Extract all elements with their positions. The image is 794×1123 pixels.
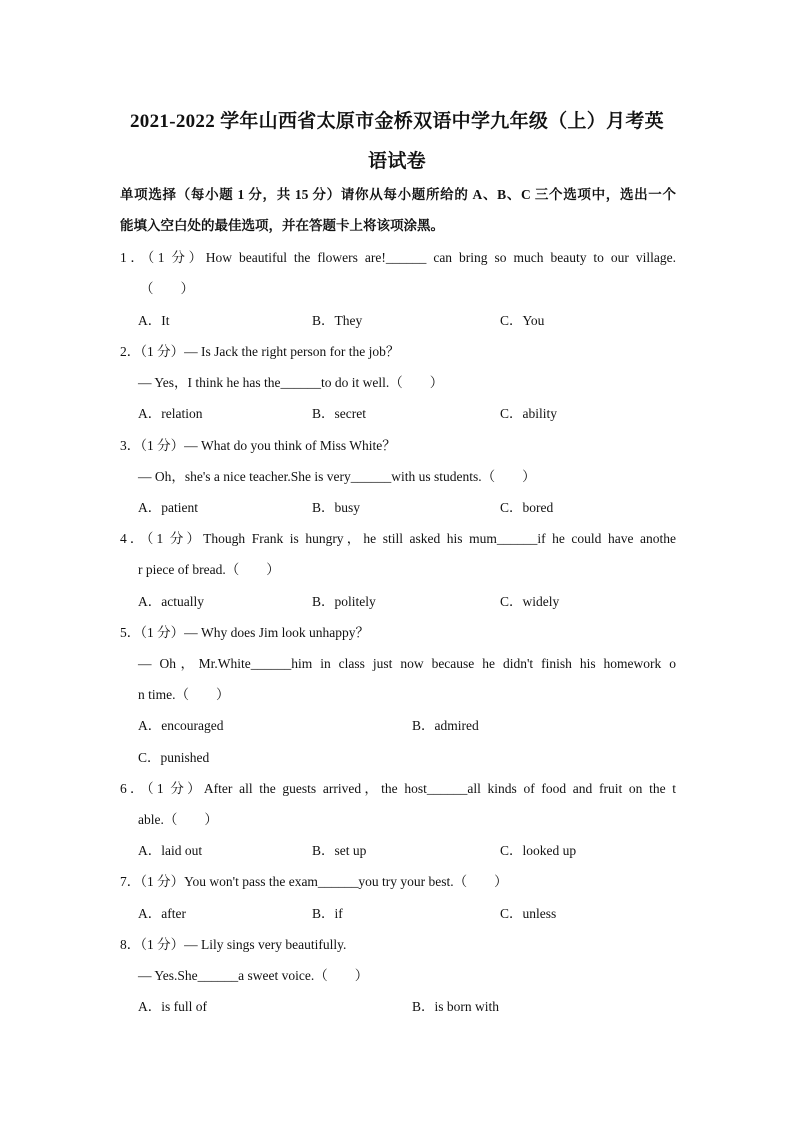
question-8-option-b[interactable]: B．is born with (412, 999, 500, 1014)
question-8-option-a[interactable]: A．is full of (138, 999, 207, 1014)
question-5-option-b[interactable]: B．admired (412, 718, 479, 733)
question-4-stem: 4．（1 分）Though Frank is hungry，he still asked his mum______if he could have anothe (120, 531, 676, 546)
question-3-stem: 3．（1 分）— What do you think of Miss White？ (120, 438, 396, 453)
question-3-option-c[interactable]: C．bored (500, 500, 554, 515)
question-8-stem: 8．（1 分）— Lily sings very beautifully. (120, 937, 347, 952)
question-4-option-b[interactable]: B．politely (312, 594, 376, 609)
question-6-option-c[interactable]: C．looked up (500, 843, 577, 858)
question-5-option-c[interactable]: C．punished (138, 750, 210, 765)
question-4-option-c[interactable]: C．widely (500, 594, 560, 609)
question-1-option-b[interactable]: B．They (312, 313, 363, 328)
question-5-reply-continued: n time.（ ） (138, 687, 230, 702)
question-4-option-a[interactable]: A．actually (138, 594, 204, 609)
question-2-reply: — Yes，I think he has the______to do it well.（ ） (138, 375, 444, 390)
question-2-stem: 2．（1 分）— Is Jack the right person for the job？ (120, 344, 400, 359)
question-5-reply: — Oh，Mr.White______him in class just now because he didn't finish his homework o (138, 656, 676, 671)
question-6-option-a[interactable]: A．laid out (138, 843, 203, 858)
question-4-stem-continued: r piece of bread.（ ） (138, 562, 280, 577)
question-2-option-b[interactable]: B．secret (312, 406, 366, 421)
exam-title-line-2: 语试卷 (368, 151, 426, 172)
question-8-reply: — Yes.She______a sweet voice.（ ） (138, 968, 369, 983)
question-7-option-a[interactable]: A．after (138, 906, 186, 921)
question-6-option-b[interactable]: B．set up (312, 843, 367, 858)
question-1-option-a[interactable]: A．It (138, 313, 170, 328)
question-6-stem: 6．（1 分）After all the guests arrived，the host______all kinds of food and fruit on the t (120, 781, 676, 796)
question-3-option-b[interactable]: B．busy (312, 500, 361, 515)
question-7-option-c[interactable]: C．unless (500, 906, 557, 921)
question-1-answer-bracket: （ ） (140, 281, 194, 296)
question-2-option-a[interactable]: A．relation (138, 406, 203, 421)
section-instruction-line-1: 单项选择（每小题 1 分，共 15 分）请你从每小题所给的 A、B、C 三个选项中，选出一个 (120, 187, 676, 202)
question-7-stem: 7．（1 分）You won't pass the exam______you try your best.（ ） (120, 874, 508, 889)
exam-title-line-1: 2021-2022 学年山西省太原市金桥双语中学九年级（上）月考英 (130, 111, 664, 132)
section-instruction-line-2: 能填入空白处的最佳选项，并在答题卡上将该项涂黑。 (120, 218, 444, 233)
question-5-stem: 5．（1 分）— Why does Jim look unhappy？ (120, 625, 369, 640)
question-1-stem: 1．（1 分）How beautiful the flowers are!______ can bring so much beauty to our village. (120, 250, 676, 265)
question-6-stem-continued: able.（ ） (138, 812, 218, 827)
question-3-option-a[interactable]: A．patient (138, 500, 198, 515)
question-5-option-a[interactable]: A．encouraged (138, 718, 224, 733)
question-1-option-c[interactable]: C．You (500, 313, 545, 328)
question-2-option-c[interactable]: C．ability (500, 406, 557, 421)
question-3-reply: — Oh，she's a nice teacher.She is very______with us students.（ ） (138, 469, 536, 484)
question-7-option-b[interactable]: B．if (312, 906, 343, 921)
